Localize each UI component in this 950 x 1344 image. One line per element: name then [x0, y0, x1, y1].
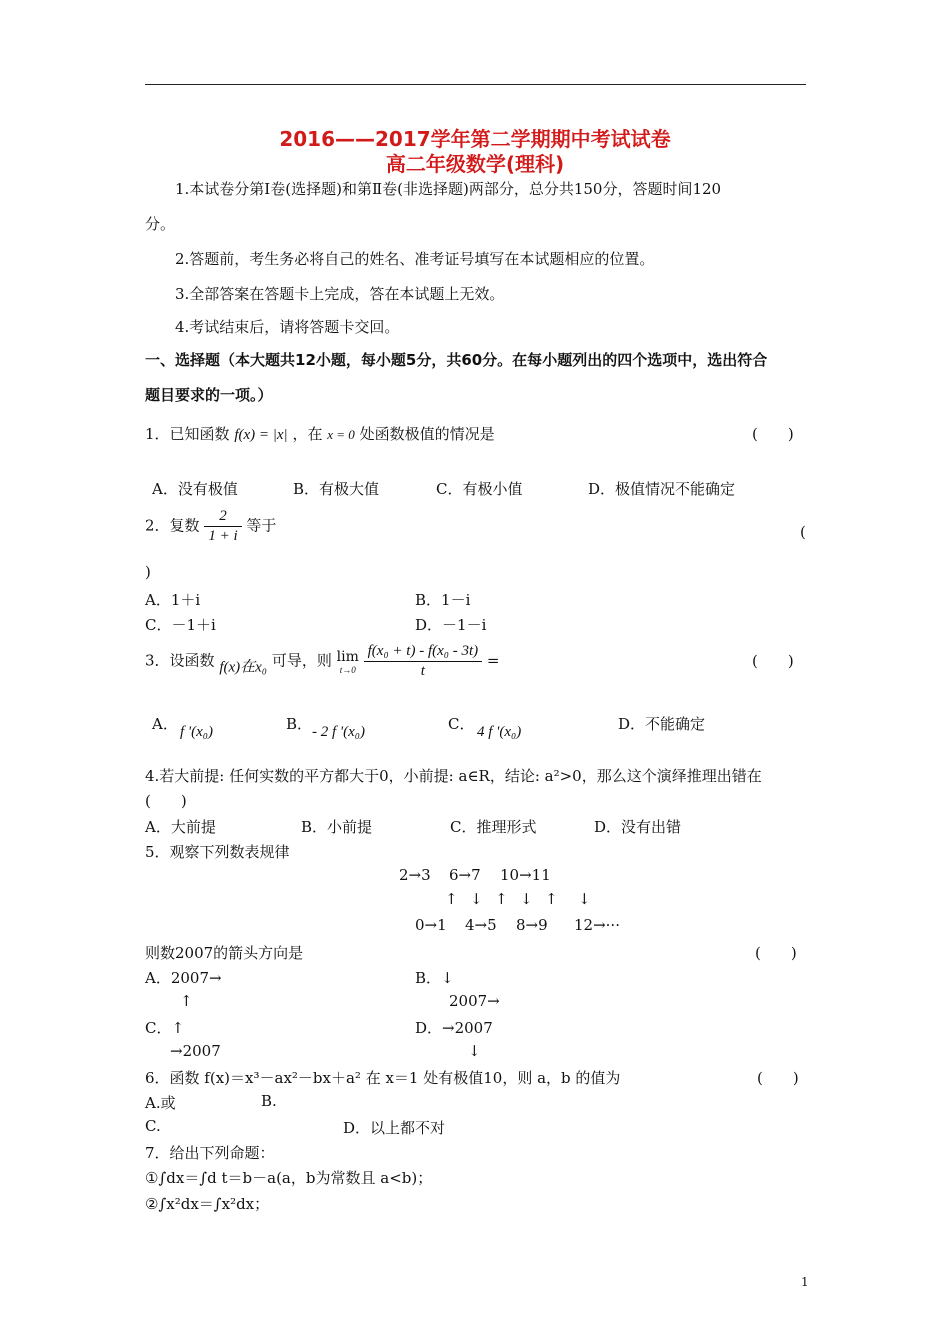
header-rule — [145, 84, 806, 85]
q2-option-c: C．－1＋i — [145, 616, 216, 634]
q5-row1-2: 6→7 — [449, 866, 481, 884]
instruction-2: 2.答题前，考生务必将自己的姓名、准考证号填写在本试题相应的位置。 — [175, 250, 655, 268]
q3-fraction — [364, 643, 483, 680]
question-1 — [145, 423, 495, 444]
q2-paren-close: ) — [145, 563, 151, 581]
q5-arrow-5: ↑ — [545, 890, 558, 908]
q5-row3-1: 0→1 — [415, 916, 447, 934]
q3-option-d: D．不能确定 — [618, 715, 706, 733]
q3-lim: lim — [336, 648, 359, 665]
page-number: 1 — [801, 1275, 809, 1289]
q7-item-2: ②∫x²dx＝∫x²dx； — [145, 1195, 270, 1213]
q3-answer-paren: ( ) — [752, 652, 794, 670]
q2-numerator: 2 — [204, 508, 241, 527]
q5-arrow-3: ↑ — [495, 890, 508, 908]
q5-option-a-extra: ↑ — [180, 992, 193, 1010]
q1-answer-paren: ( ) — [752, 425, 794, 443]
instruction-3: 3.全部答案在答题卡上完成，答在本试题上无效。 — [175, 285, 505, 303]
q1-option-d: D．极值情况不能确定 — [588, 480, 736, 498]
q3-prefix: 3．设函数 — [145, 651, 215, 670]
q3-mid: 可导，则 — [271, 651, 332, 670]
q5-row1-3: 10→11 — [500, 866, 551, 884]
q2-option-a: A．1＋i — [145, 591, 201, 609]
q3-option-b-value: - 2 f '(x₀) — [312, 724, 365, 740]
q3-option-b-label: B． — [286, 715, 313, 733]
q5-row3-2: 4→5 — [465, 916, 497, 934]
instruction-1: 1.本试卷分第Ⅰ卷(选择题)和第Ⅱ卷(非选择题)两部分，总分共150分，答题时间120 — [175, 180, 722, 198]
section-heading-cont: 题目要求的一项。） — [145, 386, 273, 404]
q5-row3-4: 12→··· — [574, 916, 620, 934]
q2-paren-open: ( — [800, 523, 806, 541]
section-heading: 一、选择题（本大题共12小题，每小题5分，共60分。在每小题列出的四个选项中，选出符合 — [145, 351, 768, 369]
q3-option-c-label: C． — [448, 715, 475, 733]
q5-arrow-1: ↑ — [445, 890, 458, 908]
q1-suffix: 处函数极值的情况是 — [359, 425, 495, 443]
q3-option-a-value: f '(x₀) — [180, 724, 213, 740]
q7-item-1: ①∫dx＝∫d t＝b－a(a，b为常数且 a<b)； — [145, 1169, 433, 1187]
q5-arrow-6: ↓ — [578, 890, 591, 908]
q5-row1-1: 2→3 — [399, 866, 431, 884]
q3-option-c-value: 4 f '(x₀) — [477, 724, 522, 740]
q6-option-b: B. — [261, 1092, 277, 1110]
exam-subtitle: 高二年级数学(理科) — [385, 152, 565, 176]
instruction-1-cont: 分。 — [145, 215, 176, 233]
q5-arrow-2: ↓ — [470, 890, 483, 908]
q1-option-c: C．有极小值 — [436, 480, 523, 498]
q6-answer-paren: ( ) — [757, 1069, 799, 1087]
instruction-4: 4.考试结束后，请将答题卡交回。 — [175, 318, 400, 336]
question-4: 4.若大前提: 任何实数的平方都大于0，小前提: a∈R，结论: a²>0，那么这个演绎推理出错在 — [145, 767, 762, 785]
q6-option-a: A.或 — [145, 1094, 176, 1112]
q1-cond: x = 0 — [327, 427, 355, 442]
q2-option-b: B．1－i — [415, 591, 471, 609]
question-7: 7．给出下列命题： — [145, 1144, 275, 1162]
q5-option-c: C．↑ — [145, 1019, 185, 1037]
q3-denominator: t — [420, 663, 425, 679]
q3-lim-sub: t→0 — [339, 664, 356, 675]
q1-formula: f(x) = |x| — [234, 427, 288, 443]
q6-option-d: D．以上都不对 — [343, 1119, 446, 1137]
q3-limit — [337, 649, 359, 675]
q2-fraction — [204, 508, 241, 545]
q3-equals: = — [486, 651, 500, 670]
q5-arrow-4: ↓ — [520, 890, 533, 908]
q2-option-d: D．－1－i — [415, 616, 487, 634]
q5-option-d-extra: ↓ — [468, 1042, 481, 1060]
q5-row3-3: 8→9 — [516, 916, 548, 934]
q5-question: 则数2007的箭头方向是 — [145, 944, 304, 962]
q2-prefix: 2．复数 — [145, 516, 200, 535]
q3-option-a-label: A． — [152, 715, 178, 733]
q5-option-b-extra: 2007→ — [449, 992, 500, 1010]
q4-option-a: A．大前提 — [145, 818, 216, 836]
q4-answer-paren: ( ) — [145, 792, 187, 810]
question-6: 6．函数 f(x)＝x³－ax²－bx＋a² 在 x＝1 处有极值10，则 a，b 的值为 — [145, 1069, 621, 1087]
q1-option-a: A．没有极值 — [152, 480, 238, 498]
q2-suffix: 等于 — [246, 516, 277, 535]
q5-option-c-extra: →2007 — [170, 1042, 221, 1060]
q3-numerator: f(x₀ + t) - f(x₀ - 3t) — [364, 643, 483, 662]
question-3 — [145, 643, 500, 680]
question-5: 5．观察下列数表规律 — [145, 843, 290, 861]
q1-mid: ，在 — [292, 425, 323, 443]
q4-option-b: B．小前提 — [301, 818, 373, 836]
question-2 — [145, 508, 276, 545]
q4-option-c: C．推理形式 — [450, 818, 537, 836]
q4-option-d: D．没有出错 — [594, 818, 682, 836]
q6-option-c: C. — [145, 1117, 161, 1135]
q5-option-b: B．↓ — [415, 969, 454, 987]
q2-denominator: 1 + i — [208, 528, 238, 544]
q3-cond: f(x)在x₀ — [219, 659, 268, 676]
q5-option-d: D．→2007 — [415, 1019, 493, 1037]
q1-option-b: B．有极大值 — [293, 480, 380, 498]
exam-title: 2016——2017学年第二学期期中考试试卷 — [279, 127, 671, 151]
q5-option-a: A．2007→ — [145, 969, 222, 987]
q5-answer-paren: ( ) — [755, 944, 797, 962]
q1-prefix: 1．已知函数 — [145, 425, 230, 443]
